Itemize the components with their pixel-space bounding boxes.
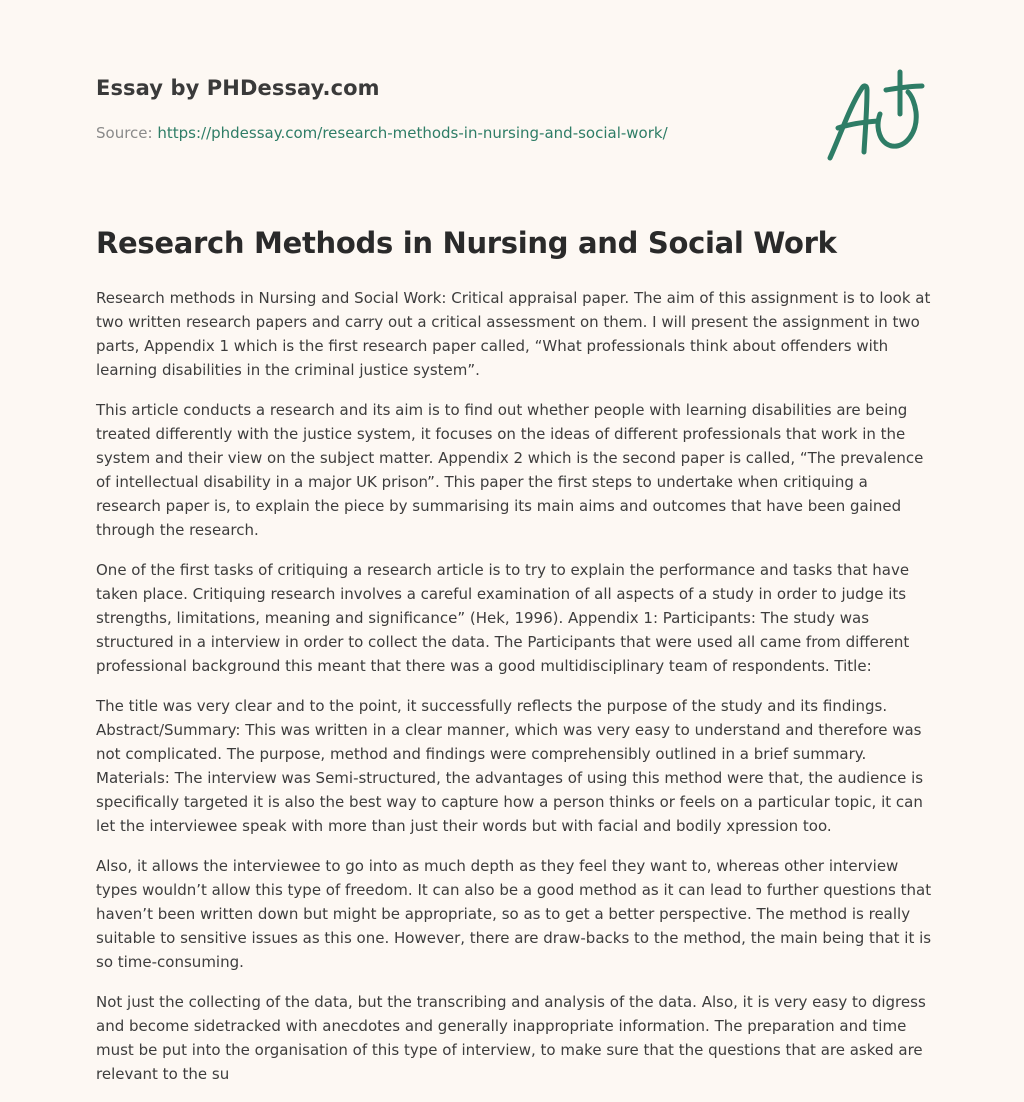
source-link[interactable]: https://phdessay.com/research-methods-in-nursing-and-social-work/ bbox=[157, 124, 668, 142]
a-plus-grade-icon bbox=[820, 66, 930, 166]
essay-title: Research Methods in Nursing and Social Work bbox=[96, 226, 837, 260]
essay-paragraph: This article conducts a research and its aim is to find out whether people with learning disabilities are being treated differently with the justice system, it focuses on the ideas of different professionals that work in the system and their view on the subject matter. Appendix 2 which is the second paper is called, “The prevalence of intellectual disability in a major UK prison”. This paper the first steps to undertake when critiquing a research paper is, to explain the piece by summarising its main aims and outcomes that have been gained through the research. bbox=[96, 401, 924, 539]
site-title: Essay by PHDessay.com bbox=[96, 76, 380, 100]
source-label: Source: bbox=[96, 124, 153, 142]
essay-paragraph: One of the first tasks of critiquing a research article is to try to explain the performance and tasks that have taken place. Critiquing research involves a careful examination of all aspects of a study in order to judge its strengths, limitations, meaning and significance” (Hek, 1996). Appendix 1: Participants: The study was structured in a interview in order to collect the data. The Participants that were used all came from different professional background this meant that there was a good multidisciplinary team of respondents. Title: bbox=[96, 561, 910, 675]
essay-paragraph: Research methods in Nursing and Social Work: Critical appraisal paper. The aim of this assignment is to look at two written research papers and carry out a critical assessment on them. I will present the assignment in two parts, Appendix 1 which is the first research paper called, “What professionals think about offenders with learning disabilities in the criminal justice system”. bbox=[96, 289, 931, 379]
a-plus-logo-svg bbox=[820, 66, 930, 166]
site-header bbox=[96, 76, 380, 100]
essay-body bbox=[96, 286, 932, 1102]
essay-paragraph: The title was very clear and to the point, it successfully reflects the purpose of the study and its findings. Abstract/Summary: This was written in a clear manner, which was very easy to understand and therefore was not complicated. The purpose, method and findings were comprehensibly outlined in a brief summary. Materials: The interview was Semi-structured, the advantages of using this method were that, the audience is specifically targeted it is also the best way to capture how a person thinks or feels on a particular topic, it can let the interviewee speak with more than just their words but with facial and bodily xpression too. bbox=[96, 697, 924, 835]
essay-paragraph: Also, it allows the interviewee to go into as much depth as they feel they want to, whereas other interview types wouldn’t allow this type of freedom. It can also be a good method as it can lead to further questions that haven’t been written down but might be appropriate, so as to get a better perspective. The method is really suitable to sensitive issues as this one. However, there are draw-backs to the method, the main being that it is so time-consuming. bbox=[96, 857, 932, 971]
source-line bbox=[96, 124, 668, 142]
essay-paragraph: Not just the collecting of the data, but the transcribing and analysis of the data. Also, it is very easy to digress and become sidetracked with anecdotes and generally inappropriate information. The preparation and time must be put into the organisation of this type of interview, to make sure that the questions that are asked are relevant to the su bbox=[96, 993, 926, 1083]
